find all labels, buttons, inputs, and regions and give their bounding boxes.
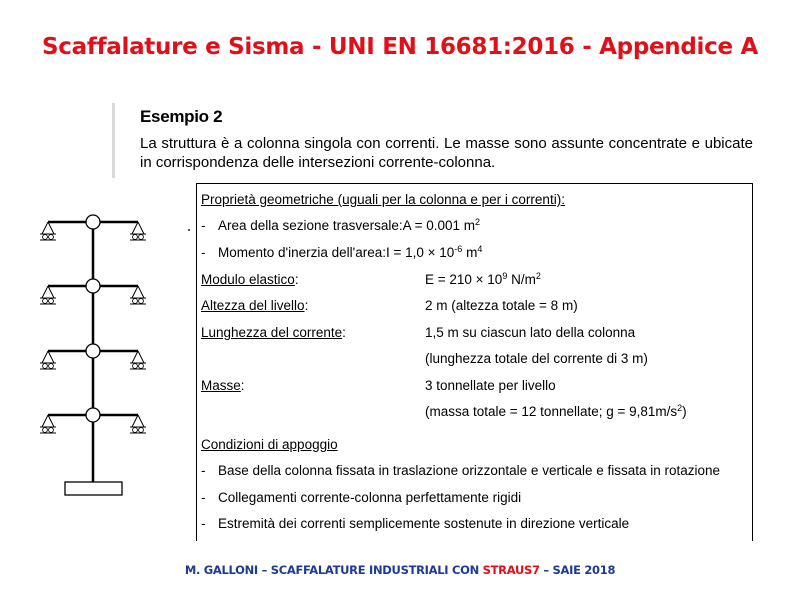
scan-speck bbox=[188, 229, 190, 231]
support-strut bbox=[138, 415, 144, 427]
support-strut bbox=[138, 222, 144, 234]
mass-node bbox=[86, 215, 100, 229]
support-strut bbox=[42, 415, 48, 427]
beam-length-label: Lunghezza del corrente bbox=[201, 325, 343, 340]
support-strut bbox=[48, 222, 54, 234]
column-base bbox=[65, 482, 122, 495]
footer-software: STRAUS7 bbox=[482, 563, 540, 577]
support-strut bbox=[48, 415, 54, 427]
mass-colon: : bbox=[240, 378, 245, 393]
rack-structure-diagram bbox=[30, 200, 165, 500]
mass-node bbox=[86, 408, 100, 422]
inertia-unit-superscript: 4 bbox=[477, 244, 483, 254]
support-strut bbox=[42, 222, 48, 234]
roller-icon bbox=[133, 235, 138, 240]
inertia-unit: m bbox=[462, 245, 478, 260]
scan-artifact-line bbox=[112, 103, 115, 178]
modulus-colon: : bbox=[294, 272, 299, 287]
footer-suffix: – SAIE 2018 bbox=[539, 563, 616, 577]
bullet: - bbox=[201, 218, 206, 233]
modulus-label: Modulo elastico bbox=[201, 272, 295, 287]
roller-icon bbox=[139, 299, 144, 304]
bullet: - bbox=[201, 245, 206, 260]
data-box bbox=[196, 183, 753, 541]
roller-icon bbox=[139, 235, 144, 240]
beam-colon: : bbox=[342, 325, 346, 340]
roller-icon bbox=[43, 364, 48, 369]
support-strut bbox=[48, 286, 54, 298]
intro-paragraph: La struttura è a colonna singola con correnti. Le masse sono assunte concentrate e ubicate in corrispondenza delle intersezioni corrente-colonna. bbox=[140, 135, 753, 171]
roller-icon bbox=[133, 299, 138, 304]
support-strut bbox=[42, 351, 48, 363]
bullet: - bbox=[201, 490, 206, 505]
roller-icon bbox=[133, 428, 138, 433]
support-item-text: Collegamenti corrente-colonna perfettamente rigidi bbox=[218, 490, 522, 505]
support-conditions-heading: Condizioni di appoggio bbox=[201, 437, 338, 452]
mass-value: 3 tonnellate per livello bbox=[425, 378, 556, 393]
support-strut bbox=[132, 286, 138, 298]
bullet: - bbox=[201, 463, 206, 478]
footer bbox=[0, 563, 800, 577]
support-strut bbox=[48, 351, 54, 363]
support-strut bbox=[42, 286, 48, 298]
roller-icon bbox=[133, 364, 138, 369]
roller-icon bbox=[43, 299, 48, 304]
roller-icon bbox=[49, 364, 54, 369]
roller-icon bbox=[43, 428, 48, 433]
beam-length-value: 1,5 m su ciascun lato della colonna bbox=[425, 325, 636, 340]
example-heading: Esempio 2 bbox=[140, 107, 223, 126]
height-colon: : bbox=[304, 298, 309, 313]
support-strut bbox=[138, 351, 144, 363]
support-strut bbox=[132, 415, 138, 427]
support-item-text: Base della colonna fissata in traslazione orizzontale e verticale e fissata in rotazione bbox=[218, 463, 721, 478]
height-value: 2 m (altezza totale = 8 m) bbox=[425, 298, 578, 313]
area-superscript: 2 bbox=[475, 217, 481, 227]
beam-length-total: (lunghezza totale del corrente di 3 m) bbox=[425, 351, 648, 366]
roller-icon bbox=[139, 364, 144, 369]
support-item-text: Estremità dei correnti semplicemente sostenute in direzione verticale bbox=[218, 516, 630, 531]
geometric-properties-heading: Proprietà geometriche (uguali per la colonna e per i correnti): bbox=[201, 192, 565, 207]
height-label: Altezza del livello bbox=[201, 298, 305, 313]
area-label: Area della sezione trasversale:A = 0.001 m bbox=[218, 218, 476, 233]
modulus-unit-superscript: 2 bbox=[535, 271, 541, 281]
roller-icon bbox=[49, 235, 54, 240]
inertia-exponent: -6 bbox=[454, 244, 463, 254]
mass-total-end: ) bbox=[682, 404, 687, 419]
inertia-label: Momento d'inerzia dell'area:I = 1,0 × 10 bbox=[218, 245, 455, 260]
modulus-exponent: 9 bbox=[502, 271, 508, 281]
modulus-unit: N/m bbox=[507, 272, 536, 287]
support-strut bbox=[132, 351, 138, 363]
support-strut bbox=[138, 286, 144, 298]
roller-icon bbox=[43, 235, 48, 240]
mass-node bbox=[86, 344, 100, 358]
slide-title: Scaffalature e Sisma - UNI EN 16681:2016 - Appendice A bbox=[42, 34, 758, 60]
mass-total-superscript: 2 bbox=[677, 403, 683, 413]
mass-node bbox=[86, 279, 100, 293]
mass-total: (massa totale = 12 tonnellate; g = 9,81m/s bbox=[425, 404, 678, 419]
mass-label: Masse bbox=[201, 378, 241, 393]
support-strut bbox=[132, 222, 138, 234]
bullet: - bbox=[201, 516, 206, 531]
roller-icon bbox=[49, 299, 54, 304]
modulus-value: E = 210 × 10 bbox=[425, 272, 503, 287]
footer-prefix: M. GALLONI – SCAFFALATURE INDUSTRIALI CON bbox=[184, 563, 483, 577]
roller-icon bbox=[139, 428, 144, 433]
roller-icon bbox=[49, 428, 54, 433]
